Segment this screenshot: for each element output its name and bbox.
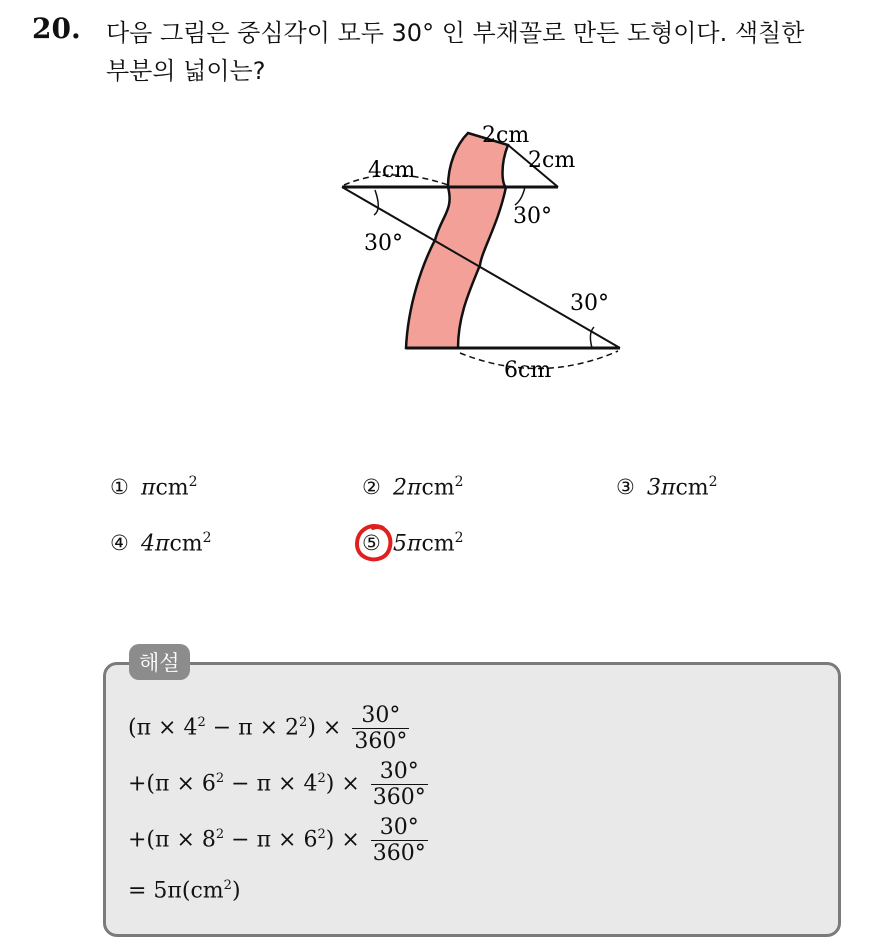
- solution-line-1: [128, 703, 409, 754]
- line2-b: − π × 4: [224, 771, 318, 797]
- line1-c: ) ×: [307, 715, 342, 741]
- choice-5-number: ⑤: [362, 531, 381, 556]
- frac3-bot: 360°: [372, 841, 426, 866]
- choice-5-value: 5π: [393, 531, 422, 557]
- frac2-bot: 360°: [372, 785, 426, 810]
- choice-3[interactable]: [616, 474, 718, 500]
- frac1-bot: 360°: [354, 729, 408, 754]
- choice-2-number: ②: [362, 475, 381, 500]
- line1-exp1: 2: [197, 715, 206, 731]
- label-top-width: 2cm: [482, 123, 530, 148]
- question-number: 20.: [32, 12, 81, 45]
- line2-exp2: 2: [317, 771, 326, 787]
- choice-3-value: 3π: [647, 475, 676, 501]
- label-top-right: 2cm: [528, 148, 576, 173]
- choice-3-number: ③: [616, 475, 635, 500]
- line3-exp1: 2: [215, 827, 225, 843]
- question-text-line1: 다음 그림은 중심각이 모두 30° 인 부채꼴로 만든 도형이다. 색칠한: [106, 19, 805, 47]
- frac2-top: 30°: [371, 759, 428, 785]
- choice-1-number: ①: [110, 475, 129, 500]
- question-text: [106, 14, 876, 90]
- label-angle-left: 30°: [364, 231, 403, 256]
- choice-2[interactable]: [362, 474, 464, 500]
- solution-result: [128, 878, 241, 903]
- choice-1-exp: 2: [188, 474, 198, 490]
- solution-line-3: [128, 815, 428, 866]
- choice-5-unit: cm: [421, 531, 455, 557]
- label-angle-right: 30°: [570, 291, 609, 316]
- line1-fraction: [352, 703, 409, 754]
- frac3-top: 30°: [371, 815, 428, 841]
- line2-a: +(π × 6: [128, 771, 216, 797]
- line1-exp2: 2: [299, 715, 308, 731]
- solution-tab: 해설: [129, 644, 190, 680]
- choice-3-unit: cm: [675, 475, 709, 501]
- result-a: = 5π(cm: [128, 878, 224, 904]
- line2-c: ) ×: [325, 771, 360, 797]
- choice-2-unit: cm: [421, 475, 455, 501]
- choice-4-unit: cm: [169, 531, 203, 557]
- choice-4-number: ④: [110, 531, 129, 556]
- shaded-region: [406, 133, 508, 348]
- choice-2-exp: 2: [454, 474, 464, 490]
- question-text-line2: 부분의 넓이는?: [106, 57, 266, 85]
- label-angle-top: 30°: [513, 204, 552, 229]
- label-bottom-radius: 6cm: [504, 358, 552, 383]
- choice-1-unit: cm: [155, 475, 189, 501]
- result-b: ): [231, 878, 241, 904]
- angle-arc-top: [515, 187, 525, 205]
- choice-3-exp: 2: [708, 474, 718, 490]
- line1-b: − π × 2: [205, 715, 300, 741]
- choice-4[interactable]: [110, 530, 212, 556]
- line3-a: +(π × 8: [128, 827, 216, 853]
- frac1-top: 30°: [352, 703, 409, 729]
- choice-4-exp: 2: [202, 530, 212, 546]
- label-left-radius: 4cm: [368, 158, 416, 183]
- line3-fraction: [371, 815, 428, 866]
- line2-fraction: [371, 759, 428, 810]
- result-exp: 2: [223, 878, 232, 893]
- line3-exp2: 2: [317, 827, 326, 843]
- choice-5-exp: 2: [454, 530, 464, 546]
- line3-b: − π × 6: [224, 827, 318, 853]
- choice-1-value: π: [141, 475, 156, 501]
- answer-circle-icon: [353, 522, 395, 564]
- choice-4-value: 4π: [141, 531, 170, 557]
- line1-a: (π × 4: [128, 715, 198, 741]
- line3-c: ) ×: [325, 827, 360, 853]
- angle-arc-left: [374, 190, 378, 215]
- solution-line-2: [128, 759, 428, 810]
- line2-exp1: 2: [215, 771, 225, 787]
- sector-figure: [330, 115, 650, 390]
- choice-2-value: 2π: [393, 475, 422, 501]
- choice-1[interactable]: [110, 474, 198, 500]
